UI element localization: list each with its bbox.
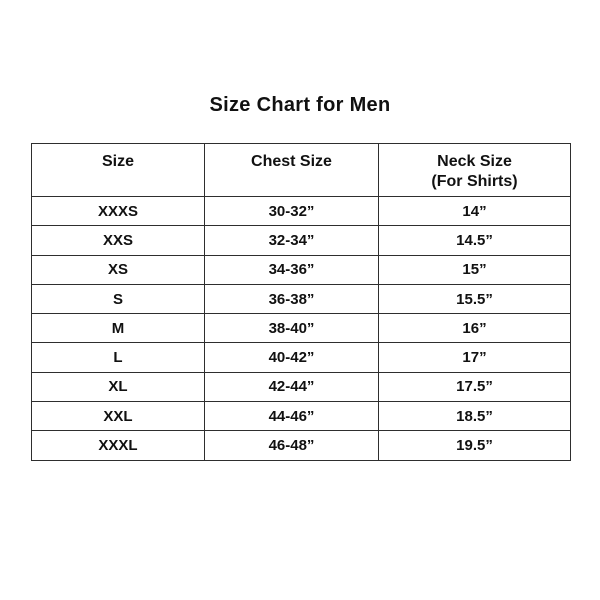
col-header-chest-label: Chest Size	[251, 153, 332, 170]
table-row	[32, 284, 571, 313]
table-row	[32, 255, 571, 284]
size-cell: XXL	[32, 402, 205, 431]
chest-cell: 46-48”	[205, 431, 379, 460]
neck-cell: 17”	[379, 343, 571, 372]
chest-cell: 36-38”	[205, 284, 379, 313]
col-header-size	[32, 144, 205, 197]
table-row	[32, 372, 571, 401]
size-cell: XL	[32, 372, 205, 401]
table-row	[32, 314, 571, 343]
table-row	[32, 226, 571, 255]
col-header-chest	[205, 144, 379, 197]
size-cell: S	[32, 284, 205, 313]
table-row	[32, 431, 571, 460]
col-header-neck	[379, 144, 571, 197]
size-cell: XS	[32, 255, 205, 284]
size-cell: XXXL	[32, 431, 205, 460]
neck-cell: 17.5”	[379, 372, 571, 401]
neck-cell: 14.5”	[379, 226, 571, 255]
chest-cell: 32-34”	[205, 226, 379, 255]
size-chart-table	[31, 143, 571, 461]
neck-cell: 14”	[379, 197, 571, 226]
chest-cell: 34-36”	[205, 255, 379, 284]
table-row	[32, 343, 571, 372]
neck-cell: 18.5”	[379, 402, 571, 431]
neck-cell: 15”	[379, 255, 571, 284]
size-cell: M	[32, 314, 205, 343]
page-title: Size Chart for Men	[209, 94, 391, 116]
neck-cell: 19.5”	[379, 431, 571, 460]
chest-cell: 30-32”	[205, 197, 379, 226]
table-row	[32, 402, 571, 431]
table-row	[32, 197, 571, 226]
chest-cell: 42-44”	[205, 372, 379, 401]
neck-cell: 16”	[379, 314, 571, 343]
size-cell: XXS	[32, 226, 205, 255]
chest-cell: 40-42”	[205, 343, 379, 372]
table-header-row	[32, 144, 571, 197]
col-header-neck-sublabel: (For Shirts)	[431, 173, 518, 190]
col-header-neck-label: Neck Size	[437, 153, 512, 170]
neck-cell: 15.5”	[379, 284, 571, 313]
chest-cell: 38-40”	[205, 314, 379, 343]
size-cell: XXXS	[32, 197, 205, 226]
col-header-size-label: Size	[101, 153, 134, 170]
chest-cell: 44-46”	[205, 402, 379, 431]
size-cell: L	[32, 343, 205, 372]
